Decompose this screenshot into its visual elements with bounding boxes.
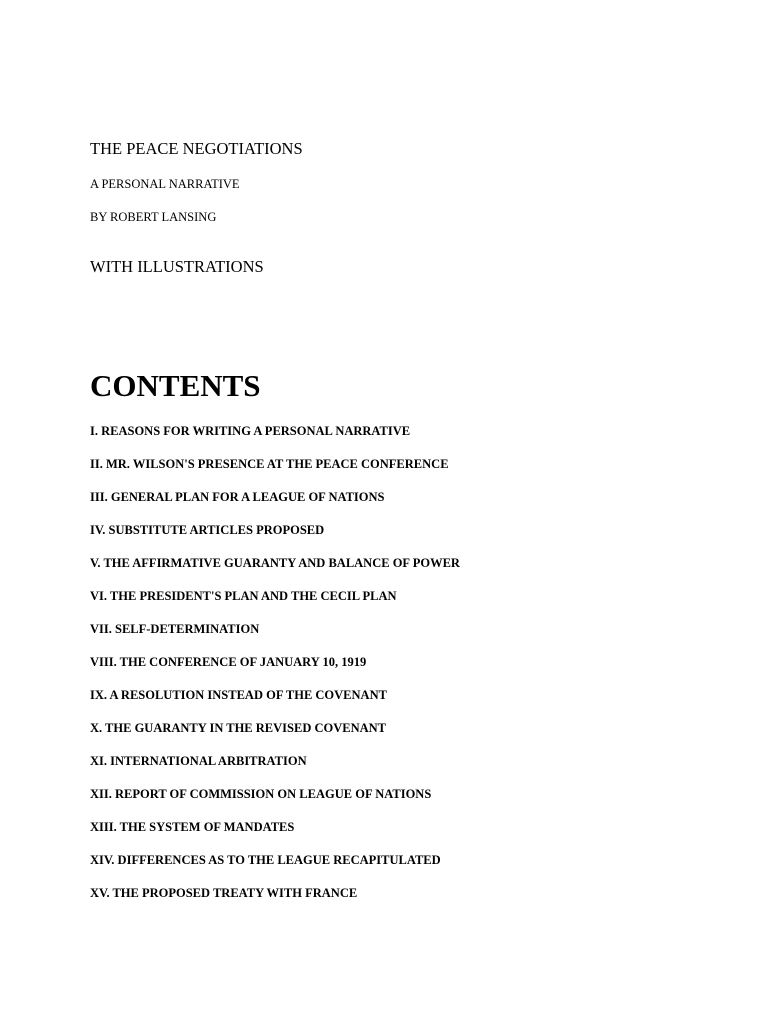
toc-item: XI. INTERNATIONAL ARBITRATION [90,754,307,768]
book-title: THE PEACE NEGOTIATIONS [90,139,303,158]
toc-item: IX. A RESOLUTION INSTEAD OF THE COVENANT [90,688,387,702]
toc-item: XII. REPORT OF COMMISSION ON LEAGUE OF NATIONS [90,787,432,801]
illustrations-note: WITH ILLUSTRATIONS [90,257,264,276]
book-subtitle: A PERSONAL NARRATIVE [90,177,240,191]
toc-item: VI. THE PRESIDENT'S PLAN AND THE CECIL PLAN [90,589,397,603]
toc-item: II. MR. WILSON'S PRESENCE AT THE PEACE CONFERENCE [90,457,449,471]
toc-item: XIII. THE SYSTEM OF MANDATES [90,820,295,834]
book-author: BY ROBERT LANSING [90,210,217,224]
toc-item: III. GENERAL PLAN FOR A LEAGUE OF NATIONS [90,490,385,504]
toc-item: I. REASONS FOR WRITING A PERSONAL NARRATIVE [90,424,411,438]
toc-item: VII. SELF-DETERMINATION [90,622,260,636]
toc-item: XV. THE PROPOSED TREATY WITH FRANCE [90,886,358,900]
toc-item: VIII. THE CONFERENCE OF JANUARY 10, 1919 [90,655,367,669]
toc-item: IV. SUBSTITUTE ARTICLES PROPOSED [90,523,325,537]
toc-item: V. THE AFFIRMATIVE GUARANTY AND BALANCE OF POWER [90,556,460,570]
table-of-contents [90,423,460,918]
toc-item: XIV. DIFFERENCES AS TO THE LEAGUE RECAPITULATED [90,853,441,867]
toc-item: X. THE GUARANTY IN THE REVISED COVENANT [90,721,387,735]
contents-heading: CONTENTS [90,368,261,403]
